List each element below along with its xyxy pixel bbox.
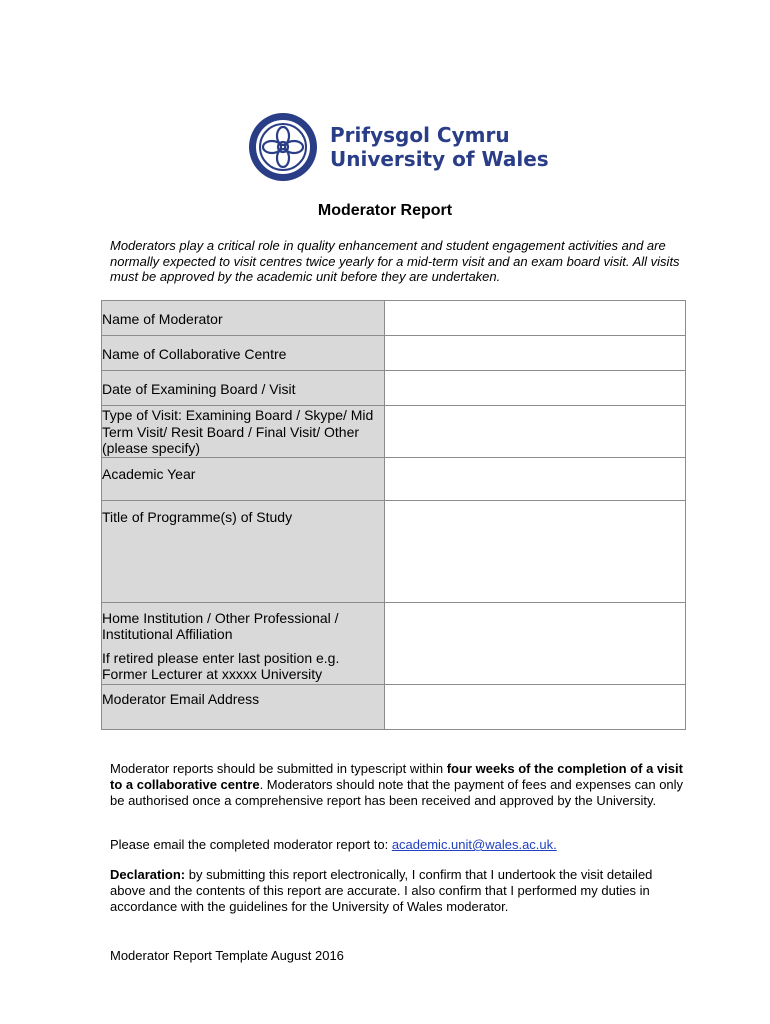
form-label-board-date: Date of Examining Board / Visit: [102, 381, 296, 397]
form-label-moderator-name: Name of Moderator: [102, 311, 223, 327]
form-label-academic-year: Academic Year: [102, 465, 196, 482]
form-row: [102, 457, 686, 500]
moderator-form-table: [101, 300, 686, 730]
submission-paragraph: [110, 761, 685, 809]
moderator-email-field[interactable]: [385, 684, 686, 729]
visit-type-field[interactable]: [385, 406, 686, 458]
declaration-paragraph: [110, 867, 685, 915]
programme-title-field[interactable]: [385, 500, 686, 602]
form-label-home-institution: Home Institution / Other Professional / Institutional Affiliation: [102, 609, 339, 642]
form-row: [102, 684, 686, 729]
declaration-heading: Declaration:: [110, 867, 186, 882]
university-logo: [248, 112, 549, 182]
form-row: [102, 500, 686, 602]
form-label-email: Moderator Email Address: [102, 690, 260, 707]
academic-year-field[interactable]: [385, 457, 686, 500]
university-seal-icon: [248, 112, 318, 182]
logo-welsh-name: Prifysgol Cymru: [330, 123, 510, 147]
form-row: [102, 301, 686, 336]
form-row: [102, 602, 686, 684]
moderator-name-field[interactable]: [385, 301, 686, 336]
email-instruction: [110, 837, 685, 853]
logo-english-name: University of Wales: [330, 147, 549, 171]
form-label-retired-note: If retired please enter last position e.g. Former Lecturer at xxxxx University: [102, 649, 340, 682]
page-title: Moderator Report: [317, 202, 453, 219]
home-institution-field[interactable]: [385, 602, 686, 684]
footer-template-label: Moderator Report Template August 2016: [110, 948, 344, 963]
form-label-programme-title: Title of Programme(s) of Study: [102, 508, 293, 525]
academic-unit-email-link[interactable]: academic.unit@wales.ac.uk.: [391, 837, 557, 852]
form-row: [102, 336, 686, 371]
collaborative-centre-field[interactable]: [385, 336, 686, 371]
form-row: [102, 406, 686, 458]
intro-paragraph: Moderators play a critical role in quality enhancement and student engagement activities and are normally expected to visit centres twice yearly for a mid-term visit and an exam board visit. All visits must be approved by the academic unit before they are undertaken.: [110, 238, 680, 284]
email-instruction-text: Please email the completed moderator report to:: [110, 837, 392, 852]
form-label-collaborative-centre: Name of Collaborative Centre: [102, 346, 287, 362]
submission-text-start: Moderator reports should be submitted in typescript within: [110, 761, 447, 776]
submission-text-end: . Moderators should note that the payment of fees and expenses can only be authorised once a comprehensive report has been received and approved by the University.: [110, 777, 684, 808]
submission-deadline: four weeks of the completion of a visit to a collaborative centre: [110, 761, 683, 792]
board-date-field[interactable]: [385, 371, 686, 406]
form-label-visit-type: Type of Visit: Examining Board / Skype/ Mid Term Visit/ Resit Board / Final Visit/ Other (please specify): [102, 407, 374, 456]
declaration-text: by submitting this report electronically, I confirm that I undertook the visit detailed above and the contents of this report are accurate. I also confirm that I performed my duties in accordance with the guidelines for the University of Wales moderator.: [110, 867, 653, 914]
form-row: [102, 371, 686, 406]
